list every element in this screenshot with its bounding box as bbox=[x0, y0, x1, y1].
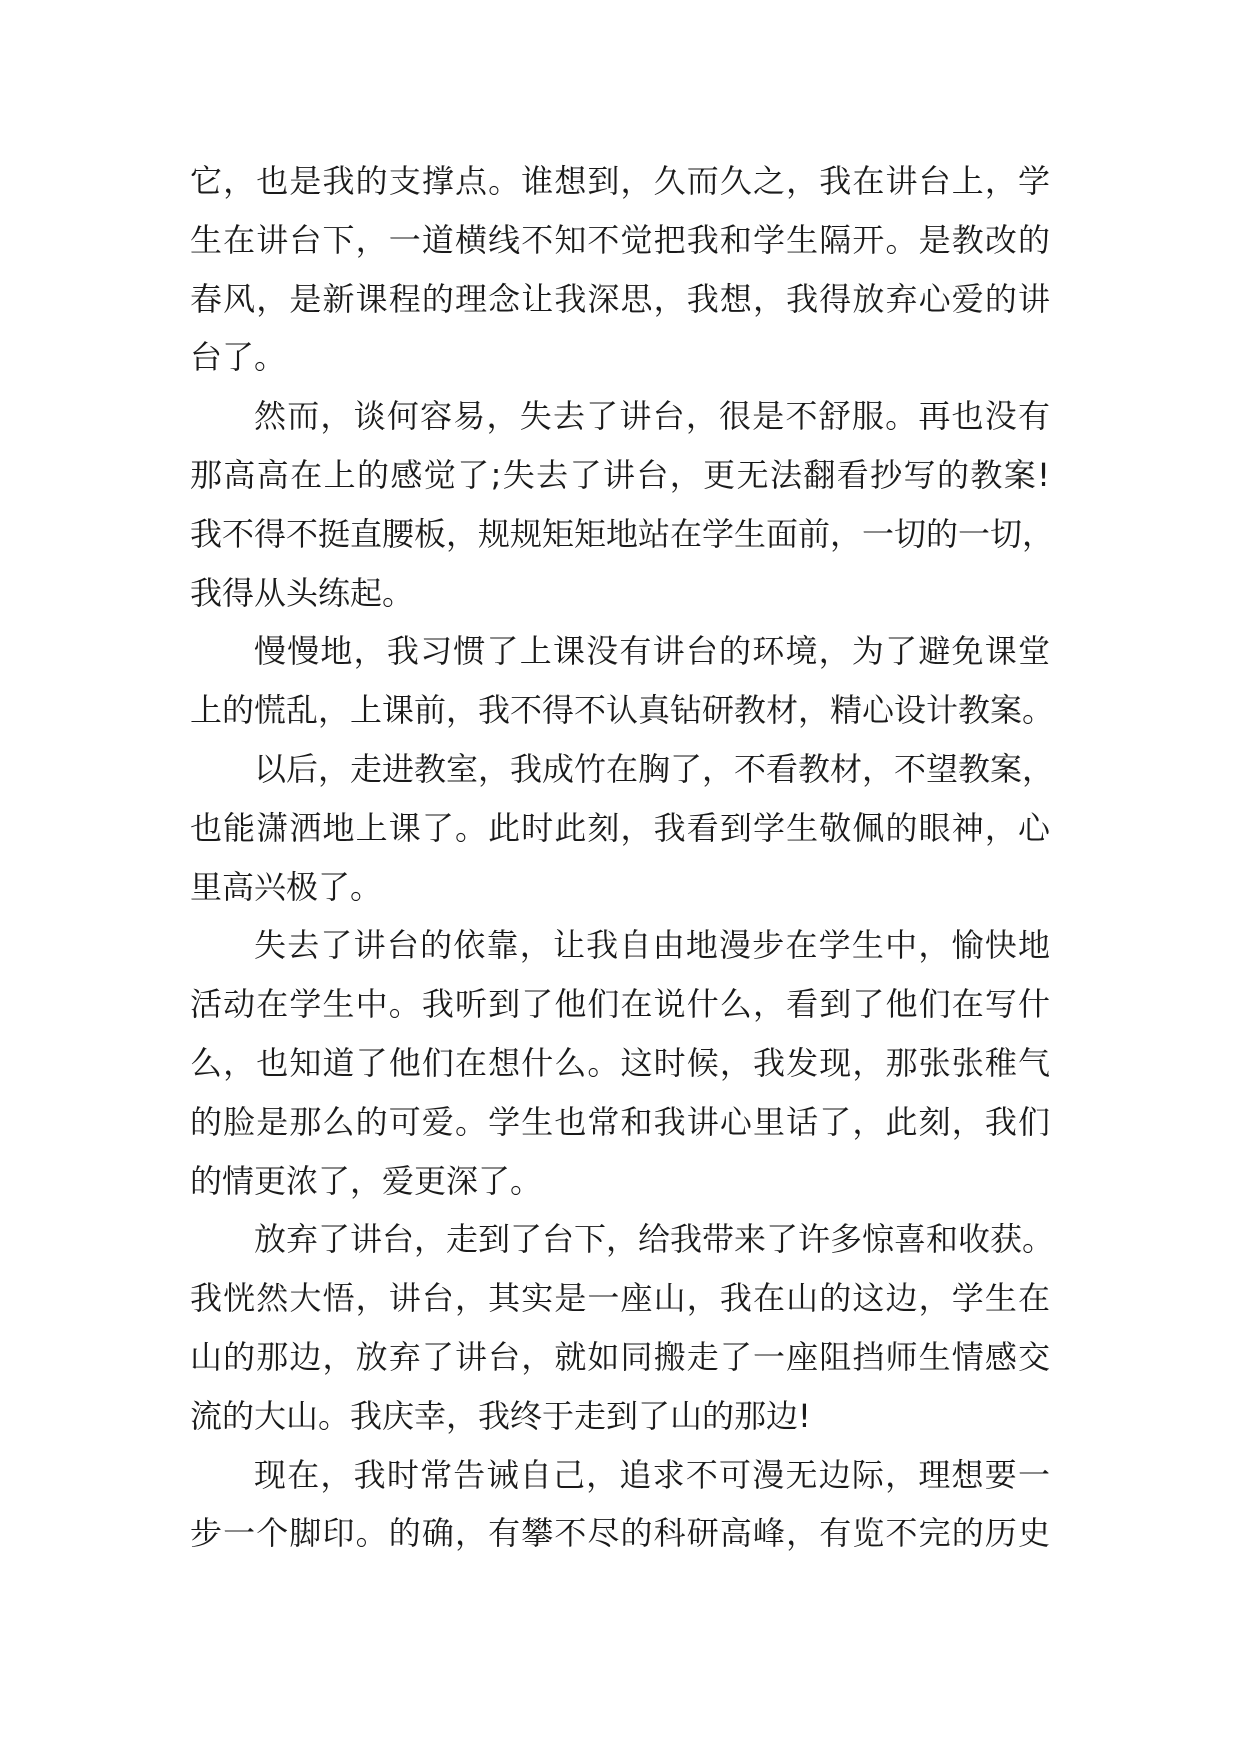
text-line: 步一个脚印。的确，有攀不尽的科研高峰，有览不完的历史 bbox=[190, 1514, 1050, 1553]
text-line: 它，也是我的支撑点。谁想到，久而久之，我在讲台上，学 bbox=[190, 162, 1050, 200]
text-line: 里高兴极了。 bbox=[190, 867, 383, 906]
paragraph bbox=[190, 1210, 1055, 1445]
text-line: 上的慌乱，上课前，我不得不认真钻研教材，精心设计教案。 bbox=[190, 691, 1055, 730]
text-line: 放弃了讲台，走到了台下，给我带来了许多惊喜和收获。 bbox=[254, 1220, 1055, 1259]
text-line: 我得从头练起。 bbox=[190, 573, 415, 612]
text-line: 生在讲台下，一道横线不知不觉把我和学生隔开。是教改的 bbox=[190, 220, 1050, 259]
paragraph bbox=[190, 387, 1055, 622]
text-line: 山的那边，放弃了讲台，就如同搬走了一座阻挡师生情感交 bbox=[190, 1337, 1050, 1376]
text-line: 慢慢地，我习惯了上课没有讲台的环境，为了避免课堂 bbox=[254, 632, 1050, 671]
text-line: 以后，走进教室，我成竹在胸了，不看教材，不望教案， bbox=[254, 749, 1055, 788]
paragraph bbox=[190, 152, 1050, 387]
text-line: 失去了讲台的依靠，让我自由地漫步在学生中，愉快地 bbox=[254, 926, 1050, 965]
text-line: 也能潇洒地上课了。此时此刻，我看到学生敬佩的眼神，心 bbox=[190, 808, 1050, 847]
text-line: 的脸是那么的可爱。学生也常和我讲心里话了，此刻，我们 bbox=[190, 1102, 1050, 1141]
paragraph bbox=[190, 740, 1055, 916]
document-body bbox=[190, 152, 1055, 1563]
paragraph bbox=[190, 916, 1050, 1210]
text-line: 流的大山。我庆幸，我终于走到了山的那边! bbox=[190, 1396, 811, 1435]
text-line: 现在，我时常告诫自己，追求不可漫无边际，理想要一 bbox=[254, 1455, 1050, 1494]
text-line: 我不得不挺直腰板，规规矩矩地站在学生面前，一切的一切， bbox=[190, 514, 1055, 553]
text-line: 活动在学生中。我听到了他们在说什么，看到了他们在写什 bbox=[190, 985, 1050, 1024]
text-line: 我恍然大悟，讲台，其实是一座山，我在山的这边，学生在 bbox=[190, 1279, 1050, 1318]
text-line: 然而，谈何容易，失去了讲台，很是不舒服。再也没有 bbox=[254, 397, 1050, 436]
text-line: 么，也知道了他们在想什么。这时候，我发现，那张张稚气 bbox=[190, 1043, 1050, 1082]
text-line: 台了。 bbox=[190, 338, 287, 377]
text-line: 的情更浓了，爱更深了。 bbox=[190, 1161, 543, 1200]
text-line: 那高高在上的感觉了;失去了讲台，更无法翻看抄写的教案! bbox=[190, 455, 1050, 494]
text-line: 春风，是新课程的理念让我深思，我想，我得放弃心爱的讲 bbox=[190, 279, 1050, 318]
paragraph bbox=[190, 622, 1055, 740]
paragraph bbox=[190, 1446, 1050, 1564]
